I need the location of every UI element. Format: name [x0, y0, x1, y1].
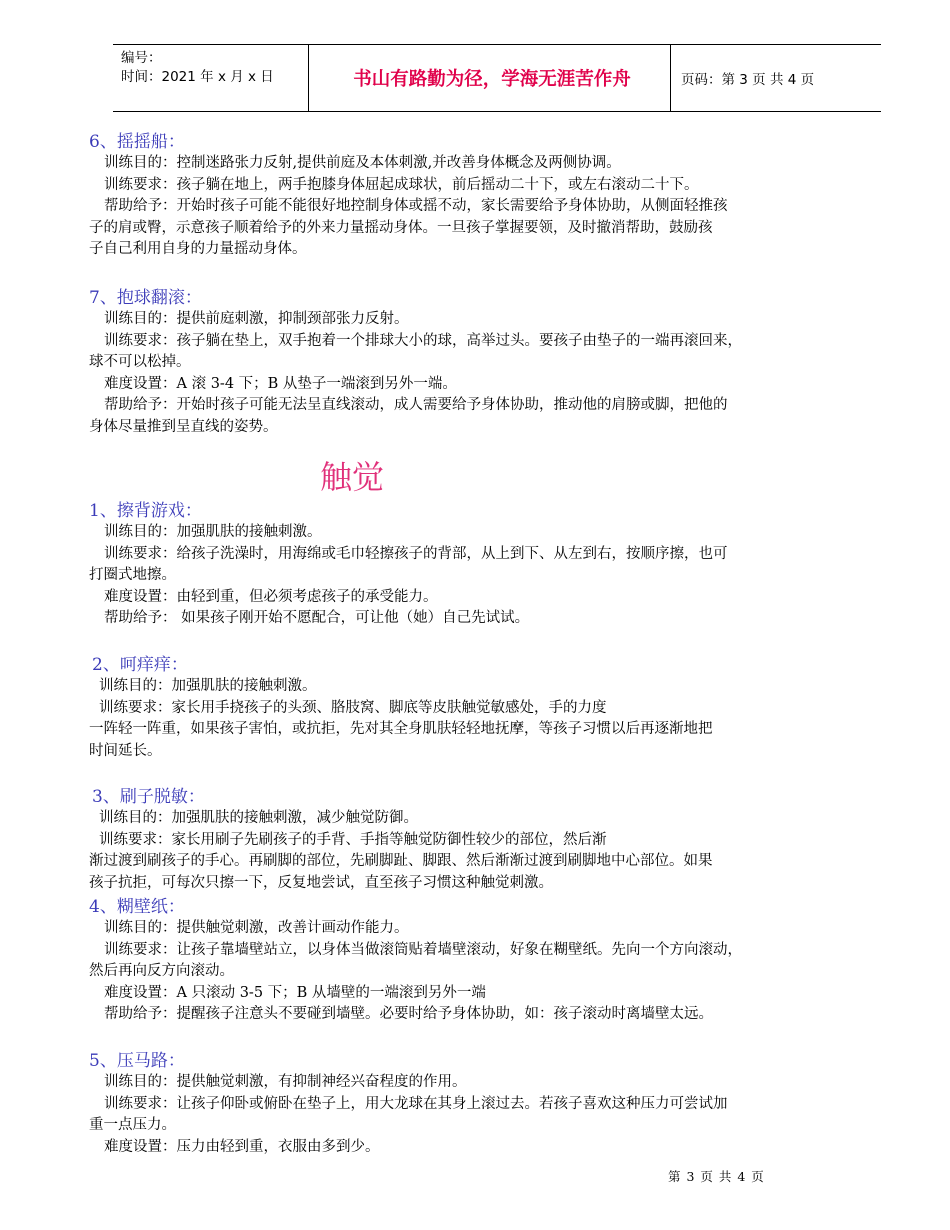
paragraph-line: 训练要求：孩子躺在地上，两手抱膝身体屈起成球状，前后摇动二十下，或左右滚动二十下。 [104, 176, 699, 193]
section-back-rub [89, 500, 919, 630]
header-page-info: 页码：第 3 页 共 4 页 [681, 72, 815, 88]
paragraph-line: 重一点压力。 [89, 1117, 176, 1133]
paragraph-line: 训练目的：加强肌肤的接触刺激。 [99, 678, 317, 694]
paragraph-line: 训练要求：让孩子靠墙壁站立，以身体当做滚筒贴着墙壁滚动，好象在糊壁纸。先向一个方向滚动， [104, 941, 742, 958]
paragraph-line: 帮助给予：提醒孩子注意头不要碰到墙壁。必要时给予身体协助，如：孩子滚动时离墙壁太远。 [104, 1006, 713, 1022]
paragraph-line: 训练目的：控制迷路张力反射,提供前庭及本体刺激,并改善身体概念及两侧协调。 [104, 155, 621, 171]
header-motto: 书山有路勤为径，学海无涯苦作舟 [353, 69, 631, 90]
touch-section-heading: 触觉 [320, 458, 385, 496]
paragraph-line: 渐过渡到刷孩子的手心。再刷脚的部位，先刷脚趾、脚跟、然后渐渐过渡到刷脚地中心部位。如果 [89, 853, 713, 869]
paragraph-line: 训练目的：加强肌肤的接触刺激。 [104, 524, 322, 540]
paragraph-line: 难度设置：由轻到重，但必须考虑孩子的承受能力。 [104, 588, 438, 605]
header-time-label: 时间：2021 年 x 月 x 日 [121, 69, 274, 85]
section-title: 3、刷子脱敏： [92, 787, 205, 807]
paragraph-line: 身体尽量推到呈直线的姿势。 [89, 418, 278, 435]
section-road-roller [89, 1050, 919, 1158]
paragraph-line: 一阵轻一阵重，如果孩子害怕，或抗拒，先对其全身肌肤轻轻地抚摩，等孩子习惯以后再逐渐地把 [89, 721, 713, 737]
paragraph-line: 训练目的：提供触觉刺激，改善计画动作能力。 [104, 920, 409, 936]
paragraph-line: 然后再向反方向滚动。 [89, 963, 234, 979]
paragraph-line: 帮助给予：开始时孩子可能不能很好地控制身体或摇不动，家长需要给予身体协助，从侧面轻推孩 [104, 198, 728, 214]
page-header-table [113, 44, 881, 112]
paragraph-line: 训练要求：家长用手挠孩子的头颈、胳肢窝、脚底等皮肤触觉敏感处，手的力度 [99, 699, 607, 716]
section-title: 6、摇摇船： [89, 132, 185, 152]
header-meta [121, 49, 274, 87]
paragraph-line: 训练要求：让孩子仰卧或俯卧在垫子上，用大龙球在其身上滚过去。若孩子喜欢这种压力可尝试加 [104, 1095, 728, 1112]
section-title: 1、擦背游戏： [89, 501, 202, 521]
paragraph-line: 难度设置：A 滚 3-4 下；B 从垫子一端滚到另外一端。 [104, 375, 457, 392]
header-divider [308, 45, 309, 111]
paragraph-line: 打圈式地擦。 [89, 567, 176, 583]
section-title: 4、糊壁纸： [89, 897, 185, 917]
paragraph-line: 训练要求：家长用刷子先刷孩子的手背、手指等触觉防御性较少的部位，然后渐 [99, 831, 607, 848]
section-tickle [89, 654, 919, 762]
page-footer: 第 3 页 共 4 页 [668, 1169, 765, 1184]
paragraph-line: 子的肩或臀，示意孩子顺着给予的外来力量摇动身体。一旦孩子掌握要领，及时撤消帮助，鼓励孩 [89, 219, 713, 236]
paragraph-line: 时间延长。 [89, 742, 162, 759]
paragraph-line: 训练要求：给孩子洗澡时，用海绵或毛巾轻擦孩子的背部，从上到下、从左到右，按顺序擦，也可 [104, 545, 728, 562]
section-brush-desensitize [89, 786, 919, 894]
section-ball-roll [89, 287, 919, 438]
section-rocking-boat [89, 131, 919, 261]
section-title: 5、压马路： [89, 1051, 185, 1071]
paragraph-line: 帮助给予： 如果孩子刚开始不愿配合，可让他（她）自己先试试。 [104, 610, 530, 626]
header-number-label: 编号： [121, 50, 162, 66]
header-divider [670, 45, 671, 111]
paragraph-line: 子自己利用自身的力量摇动身体。 [89, 241, 307, 257]
paragraph-line: 训练要求：孩子躺在垫上，双手抱着一个排球大小的球，高举过头。要孩子由垫子的一端再滚回来， [104, 332, 742, 349]
paragraph-line: 训练目的：提供前庭刺激，抑制颈部张力反射。 [104, 311, 409, 327]
section-wallpaper [89, 896, 919, 1026]
paragraph-line: 训练目的：加强肌肤的接触刺激，减少触觉防御。 [99, 810, 418, 826]
paragraph-line: 孩子抗拒，可每次只擦一下，反复地尝试，直至孩子习惯这种触觉刺激。 [89, 874, 553, 891]
paragraph-line: 帮助给予：开始时孩子可能无法呈直线滚动，成人需要给予身体协助，推动他的肩膀或脚，把他的 [104, 397, 728, 413]
paragraph-line: 球不可以松掉。 [89, 354, 191, 370]
section-title: 2、呵痒痒： [92, 655, 188, 675]
paragraph-line: 难度设置：压力由轻到重，衣服由多到少。 [104, 1138, 380, 1155]
paragraph-line: 训练目的：提供触觉刺激，有抑制神经兴奋程度的作用。 [104, 1074, 467, 1090]
section-title: 7、抱球翻滚： [89, 288, 202, 308]
paragraph-line: 难度设置：A 只滚动 3-5 下；B 从墙壁的一端滚到另外一端 [104, 984, 486, 1001]
